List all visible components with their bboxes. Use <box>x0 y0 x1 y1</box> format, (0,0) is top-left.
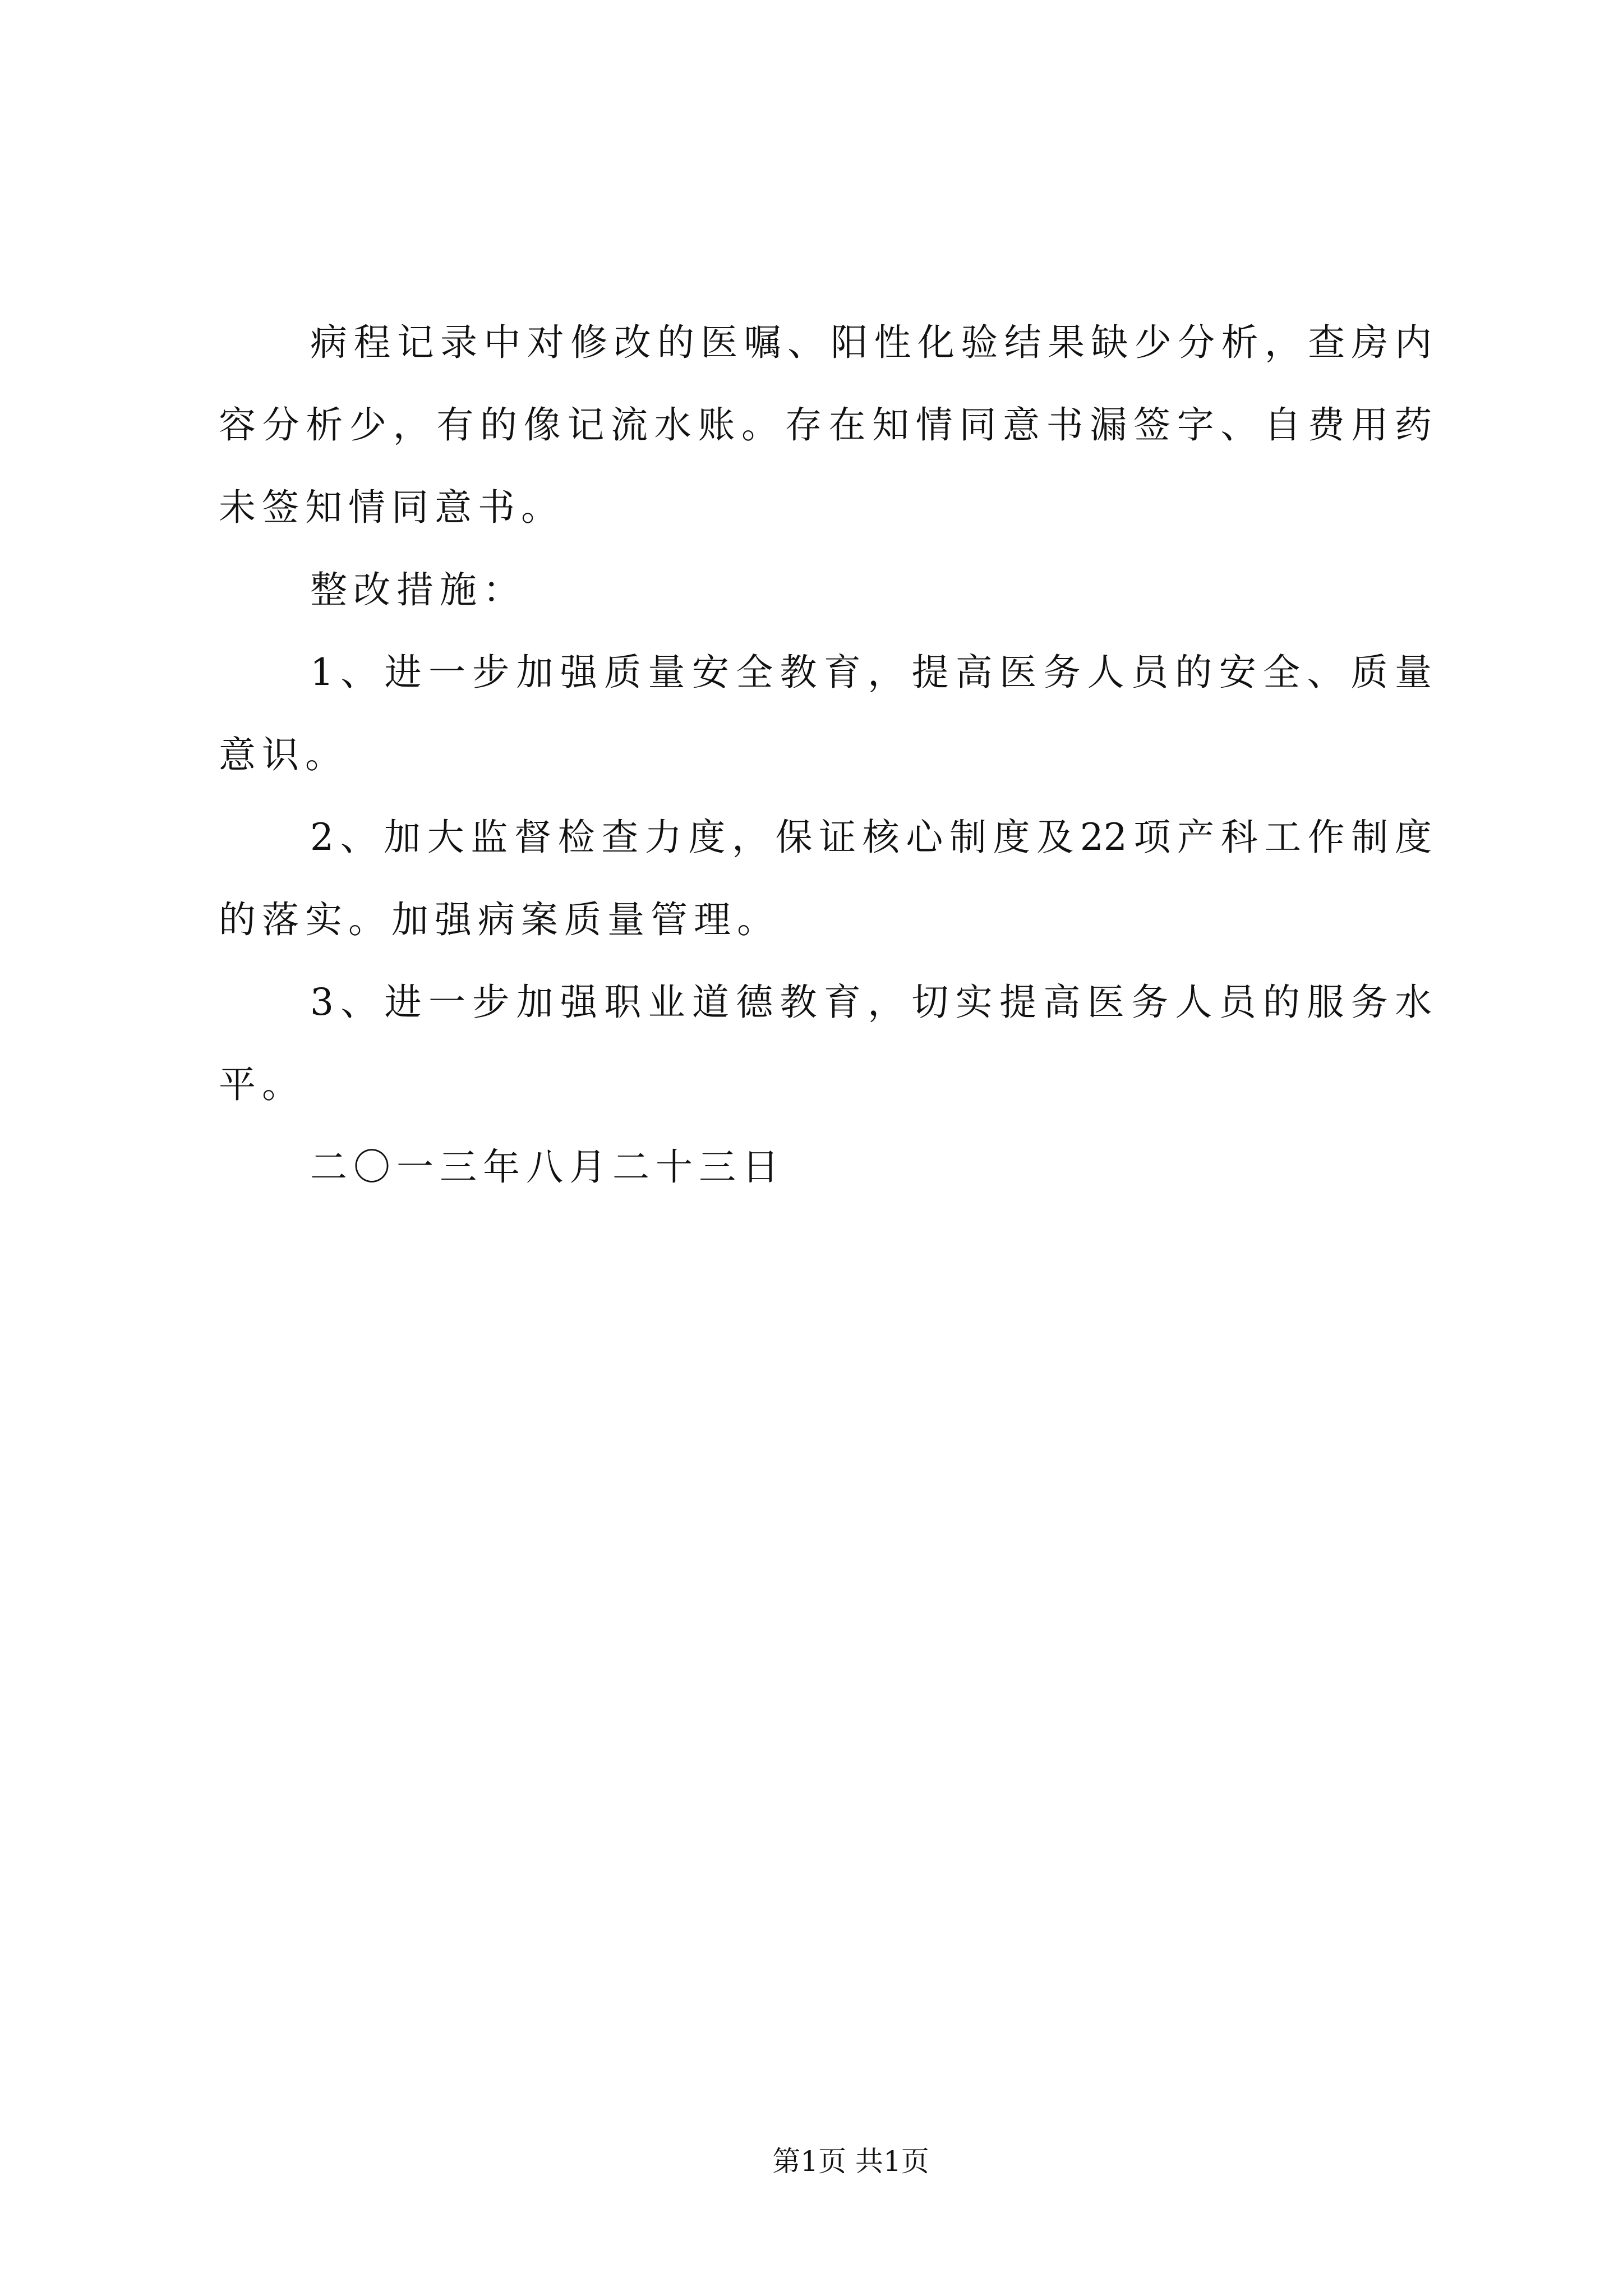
paragraph-date <box>219 1126 1432 1208</box>
paragraph-line: 3、进一步加强职业道德教育，切实提高医务人员的服务水 <box>310 981 1432 1024</box>
page-number: 第1页 共1页 <box>772 2145 929 2178</box>
paragraph-line: 1、进一步加强质量安全教育，提高医务人员的安全、质量 <box>310 651 1432 694</box>
section-heading: 整改措施： <box>310 568 526 611</box>
paragraph-line: 意识。 <box>219 733 348 776</box>
paragraph-line: 未签知情同意书。 <box>219 486 564 529</box>
paragraph-line: 的落实。加强病案质量管理。 <box>219 898 780 941</box>
paragraph-measures-heading <box>219 549 1432 631</box>
paragraph-measure-1 <box>219 631 1432 796</box>
page-footer <box>0 2145 1623 2178</box>
document-body <box>219 301 1432 1208</box>
paragraph-findings <box>219 301 1432 549</box>
paragraph-measure-2 <box>219 796 1432 961</box>
paragraph-measure-3 <box>219 961 1432 1126</box>
document-date: 二〇一三年八月二十三日 <box>310 1145 785 1189</box>
paragraph-line: 2、加大监督检查力度，保证核心制度及22项产科工作制度 <box>310 816 1432 859</box>
paragraph-line: 容分析少，有的像记流水账。存在知情同意书漏签字、自费用药 <box>219 403 1432 447</box>
paragraph-line: 平。 <box>219 1063 305 1106</box>
paragraph-line: 病程记录中对修改的医嘱、阳性化验结果缺少分析，查房内 <box>310 321 1432 364</box>
